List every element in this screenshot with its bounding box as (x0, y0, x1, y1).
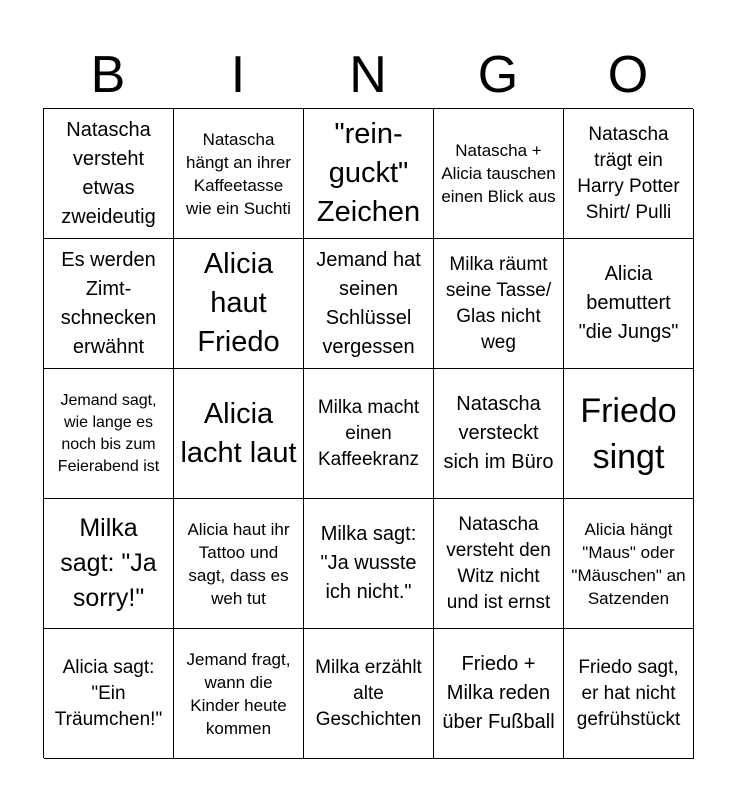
bingo-cell-r1c2[interactable] (174, 109, 304, 239)
bingo-cell-r3c2[interactable] (174, 369, 304, 499)
bingo-cell-r1c5[interactable] (564, 109, 694, 239)
cell-text: Natascha versteht den Witz nicht und ist ernst (446, 513, 551, 613)
cell-text: Milka erzählt alte Geschichten (315, 656, 422, 730)
bingo-cell-r2c5[interactable] (564, 239, 694, 369)
bingo-cell-r5c4[interactable] (434, 629, 564, 759)
cell-text: Milka sagt: "Ja wusste ich nicht." (320, 523, 417, 603)
header-letter-b: B (90, 46, 126, 104)
bingo-cell-r3c5[interactable] (564, 369, 694, 499)
bingo-cell-r4c1[interactable] (44, 499, 174, 629)
bingo-cell-r3c4[interactable] (434, 369, 564, 499)
header-letter-n: N (349, 46, 387, 104)
cell-text: Alicia sagt: "Ein Träumchen!" (54, 656, 163, 730)
bingo-cell-r2c2[interactable] (174, 239, 304, 369)
bingo-cell-r4c4[interactable] (434, 499, 564, 629)
bingo-cell-r5c3[interactable] (304, 629, 434, 759)
cell-text: Natascha versteckt sich im Büro (443, 393, 554, 473)
bingo-cell-r4c3[interactable] (304, 499, 434, 629)
bingo-cell-r5c1[interactable] (44, 629, 174, 759)
cell-text: Friedo + Milka reden über Fußball (442, 653, 555, 733)
cell-text: Alicia hängt "Maus" oder "Mäuschen" an Satzenden (571, 519, 686, 608)
cell-text: Jemand fragt, wann die Kinder heute kommen (186, 649, 291, 738)
cell-text: Friedo singt (580, 391, 677, 476)
bingo-cell-r1c3[interactable] (304, 109, 434, 239)
bingo-cell-r4c5[interactable] (564, 499, 694, 629)
cell-text: Alicia haut Friedo (197, 248, 280, 358)
header-letter-o: O (607, 46, 649, 104)
cell-text: "rein-guckt" Zeichen (316, 118, 421, 228)
bingo-cell-r2c4[interactable] (434, 239, 564, 369)
cell-text: Natascha versteht etwas zweideutig (61, 118, 156, 228)
cell-text: Alicia haut ihr Tattoo und sagt, dass es weh tut (187, 519, 290, 608)
cell-text: Es werden Zimt-schnecken erwähnt (60, 248, 157, 358)
cell-text: Jemand hat seinen Schlüssel vergessen (316, 248, 421, 358)
bingo-cell-r2c3[interactable] (304, 239, 434, 369)
bingo-header (43, 44, 693, 106)
cell-text: Milka räumt seine Tasse/ Glas nicht weg (445, 253, 552, 353)
bingo-cell-r5c2[interactable] (174, 629, 304, 759)
bingo-cell-r3c1[interactable] (44, 369, 174, 499)
cell-text: Milka macht einen Kaffeekranz (317, 396, 420, 470)
cell-text: Natascha hängt an ihrer Kaffeetasse wie ein Suchti (186, 129, 291, 218)
bingo-cell-r3c3[interactable] (304, 369, 434, 499)
cell-text: Alicia lacht laut (180, 397, 297, 469)
bingo-cell-r5c5[interactable] (564, 629, 694, 759)
cell-text: Alicia bemuttert "die Jungs" (578, 263, 679, 343)
cell-text: Natascha + Alicia tauschen einen Blick aus (441, 141, 556, 206)
bingo-grid (43, 108, 693, 758)
bingo-cell-r4c2[interactable] (174, 499, 304, 629)
cell-text: Friedo sagt, er hat nicht gefrühstückt (576, 656, 681, 730)
header-letter-i: I (230, 46, 246, 104)
cell-text: Jemand sagt, wie lange es noch bis zum Feierabend ist (57, 391, 160, 475)
cell-text: Natascha trägt ein Harry Potter Shirt/ Pulli (577, 123, 680, 223)
header-letter-g: G (477, 46, 519, 104)
bingo-cell-r1c4[interactable] (434, 109, 564, 239)
bingo-cell-r2c1[interactable] (44, 239, 174, 369)
cell-text: Milka sagt: "Ja sorry!" (60, 514, 157, 612)
bingo-cell-r1c1[interactable] (44, 109, 174, 239)
